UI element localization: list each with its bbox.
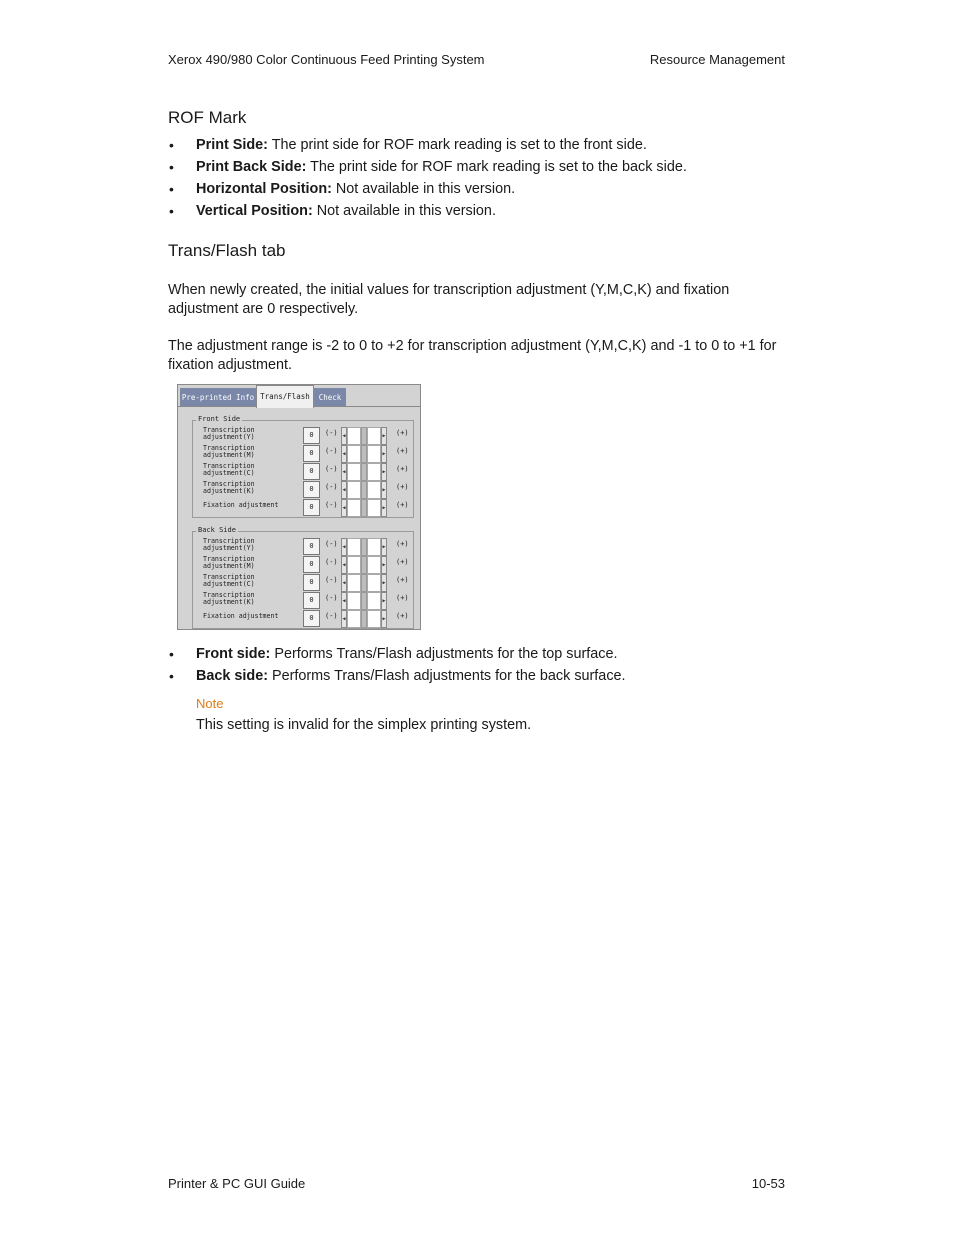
tab-trans-flash[interactable]: Trans/Flash xyxy=(256,385,314,408)
left-arrow-icon[interactable]: ◀ xyxy=(341,481,347,499)
right-arrow-icon[interactable]: ▶ xyxy=(381,499,387,517)
term: Print Side: xyxy=(196,137,268,153)
left-arrow-icon[interactable]: ◀ xyxy=(341,499,347,517)
plus-label: (+) xyxy=(396,429,409,437)
adjustment-slider[interactable] xyxy=(341,445,391,463)
description: The print side for ROF mark reading is set to the front side. xyxy=(267,137,647,153)
description: Performs Trans/Flash adjustments for the back surface. xyxy=(268,668,626,684)
left-arrow-icon[interactable]: ◀ xyxy=(341,445,347,463)
right-arrow-icon[interactable]: ▶ xyxy=(381,538,387,556)
trans-flash-screenshot xyxy=(177,384,421,630)
front-row-c xyxy=(193,463,415,481)
right-arrow-icon[interactable]: ▶ xyxy=(381,592,387,610)
label-line: adjustment(Y) xyxy=(203,433,255,441)
back-row-y xyxy=(193,538,415,556)
slider-cell xyxy=(367,463,381,481)
tab-bar xyxy=(178,385,420,407)
label-line: adjustment(M) xyxy=(203,451,255,459)
note-text: This setting is invalid for the simplex printing system. xyxy=(196,717,532,733)
slider-cell xyxy=(367,574,381,592)
slider-cell xyxy=(347,556,361,574)
plus-label: (+) xyxy=(396,465,409,473)
list-item xyxy=(168,178,788,200)
trans-flash-heading: Trans/Flash tab xyxy=(168,241,286,260)
label-line: adjustment(Y) xyxy=(203,544,255,552)
slider-cell xyxy=(367,592,381,610)
value-field[interactable]: 0 xyxy=(303,463,320,480)
row-label xyxy=(203,502,303,509)
adjustment-slider[interactable] xyxy=(341,556,391,574)
minus-label: (-) xyxy=(325,447,338,455)
slider-cell xyxy=(347,574,361,592)
page-number: 10-53 xyxy=(751,1176,785,1191)
sides-list xyxy=(168,643,788,687)
row-label xyxy=(203,613,303,620)
front-row-y xyxy=(193,427,415,445)
front-side-title: Front Side xyxy=(198,415,241,423)
left-arrow-icon[interactable]: ◀ xyxy=(341,556,347,574)
term: Front side: xyxy=(196,646,271,662)
value-field[interactable]: 0 xyxy=(303,574,320,591)
value-field[interactable]: 0 xyxy=(303,445,320,462)
back-side-group xyxy=(192,526,414,629)
list-item xyxy=(168,643,788,665)
term: Back side: xyxy=(196,668,268,684)
value-field[interactable]: 0 xyxy=(303,427,320,444)
minus-label: (-) xyxy=(325,483,338,491)
range-paragraph: The adjustment range is -2 to 0 to +2 for transcription adjustment (Y,M,C,K) and -1 to 0 to +1 for fixation adjustment. xyxy=(168,338,777,373)
minus-label: (-) xyxy=(325,501,338,509)
right-arrow-icon[interactable]: ▶ xyxy=(381,427,387,445)
row-label xyxy=(203,463,303,477)
left-arrow-icon[interactable]: ◀ xyxy=(341,427,347,445)
minus-label: (-) xyxy=(325,540,338,548)
minus-label: (-) xyxy=(325,594,338,602)
label-line: Transcription xyxy=(203,444,255,452)
value-field[interactable]: 0 xyxy=(303,592,320,609)
slider-cell xyxy=(367,445,381,463)
list-item xyxy=(168,156,788,178)
note-label: Note xyxy=(196,696,224,711)
slider-cell xyxy=(367,556,381,574)
minus-label: (-) xyxy=(325,576,338,584)
left-arrow-icon[interactable]: ◀ xyxy=(341,610,347,628)
adjustment-slider[interactable] xyxy=(341,481,391,499)
slider-cell xyxy=(347,592,361,610)
adjustment-slider[interactable] xyxy=(341,574,391,592)
adjustment-slider[interactable] xyxy=(341,499,391,517)
adjustment-slider[interactable] xyxy=(341,610,391,628)
right-arrow-icon[interactable]: ▶ xyxy=(381,481,387,499)
back-row-c xyxy=(193,574,415,592)
minus-label: (-) xyxy=(325,429,338,437)
running-header-section: Resource Management xyxy=(649,52,785,67)
slider-cell xyxy=(367,427,381,445)
slider-cell xyxy=(347,427,361,445)
label-line: Fixation adjustment xyxy=(203,612,279,620)
left-arrow-icon[interactable]: ◀ xyxy=(341,592,347,610)
label-line: Transcription xyxy=(203,591,255,599)
row-label xyxy=(203,427,303,441)
front-side-group xyxy=(192,415,414,518)
right-arrow-icon[interactable]: ▶ xyxy=(381,445,387,463)
intro-paragraph: When newly created, the initial values for transcription adjustment (Y,M,C,K) and fixation adjustment are 0 respectively. xyxy=(168,282,730,317)
plus-label: (+) xyxy=(396,501,409,509)
row-label xyxy=(203,556,303,570)
back-row-fixation xyxy=(193,610,415,628)
rof-mark-heading: ROF Mark xyxy=(168,108,247,127)
term: Horizontal Position: xyxy=(196,181,332,197)
description: Performs Trans/Flash adjustments for the top surface. xyxy=(270,646,618,662)
adjustment-slider[interactable] xyxy=(341,427,391,445)
slider-cell xyxy=(367,481,381,499)
minus-label: (-) xyxy=(325,612,338,620)
left-arrow-icon[interactable]: ◀ xyxy=(341,538,347,556)
tab-pre-printed-info[interactable]: Pre-printed Info xyxy=(180,388,256,407)
term: Vertical Position: xyxy=(196,203,313,219)
minus-label: (-) xyxy=(325,558,338,566)
plus-label: (+) xyxy=(396,483,409,491)
description: The print side for ROF mark reading is set to the back side. xyxy=(306,159,687,175)
label-line: Transcription xyxy=(203,426,255,434)
label-line: adjustment(M) xyxy=(203,562,255,570)
right-arrow-icon[interactable]: ▶ xyxy=(381,463,387,481)
list-item xyxy=(168,134,788,156)
adjustment-slider[interactable] xyxy=(341,463,391,481)
left-arrow-icon[interactable]: ◀ xyxy=(341,574,347,592)
front-row-k xyxy=(193,481,415,499)
plus-label: (+) xyxy=(396,558,409,566)
label-line: adjustment(C) xyxy=(203,580,255,588)
row-label xyxy=(203,445,303,459)
right-arrow-icon[interactable]: ▶ xyxy=(381,574,387,592)
label-line: Transcription xyxy=(203,555,255,563)
front-row-m xyxy=(193,445,415,463)
label-line: adjustment(C) xyxy=(203,469,255,477)
value-field[interactable]: 0 xyxy=(303,499,320,516)
label-line: Transcription xyxy=(203,573,255,581)
back-row-k xyxy=(193,592,415,610)
description: Not available in this version. xyxy=(331,181,516,197)
label-line: adjustment(K) xyxy=(203,598,255,606)
value-field[interactable]: 0 xyxy=(303,481,320,498)
back-side-title: Back Side xyxy=(198,526,236,534)
slider-cell xyxy=(347,445,361,463)
slider-cell xyxy=(347,481,361,499)
value-field[interactable]: 0 xyxy=(303,556,320,573)
label-line: Transcription xyxy=(203,537,255,545)
value-field[interactable]: 0 xyxy=(303,538,320,555)
plus-label: (+) xyxy=(396,576,409,584)
front-row-fixation xyxy=(193,499,415,517)
slider-cell xyxy=(347,463,361,481)
row-label xyxy=(203,592,303,606)
row-label xyxy=(203,481,303,495)
adjustment-slider[interactable] xyxy=(341,592,391,610)
slider-cell xyxy=(347,610,361,628)
footer-guide-title: Printer & PC GUI Guide xyxy=(168,1176,306,1191)
slider-cell xyxy=(347,499,361,517)
value-field[interactable]: 0 xyxy=(303,610,320,627)
list-item xyxy=(168,665,788,687)
row-label xyxy=(203,538,303,552)
plus-label: (+) xyxy=(396,447,409,455)
label-line: Transcription xyxy=(203,462,255,470)
right-arrow-icon[interactable]: ▶ xyxy=(381,610,387,628)
adjustment-slider[interactable] xyxy=(341,538,391,556)
left-arrow-icon[interactable]: ◀ xyxy=(341,463,347,481)
running-header-title: Xerox 490/980 Color Continuous Feed Printing System xyxy=(168,52,485,67)
back-row-m xyxy=(193,556,415,574)
slider-cell xyxy=(367,538,381,556)
rof-mark-list xyxy=(168,134,788,222)
plus-label: (+) xyxy=(396,594,409,602)
slider-cell xyxy=(367,499,381,517)
list-item xyxy=(168,200,788,222)
right-arrow-icon[interactable]: ▶ xyxy=(381,556,387,574)
label-line: Fixation adjustment xyxy=(203,501,279,509)
label-line: Transcription xyxy=(203,480,255,488)
row-label xyxy=(203,574,303,588)
tab-check[interactable]: Check xyxy=(314,388,346,407)
plus-label: (+) xyxy=(396,540,409,548)
minus-label: (-) xyxy=(325,465,338,473)
term: Print Back Side: xyxy=(196,159,307,175)
slider-cell xyxy=(367,610,381,628)
plus-label: (+) xyxy=(396,612,409,620)
description: Not available in this version. xyxy=(312,203,496,219)
label-line: adjustment(K) xyxy=(203,487,255,495)
slider-cell xyxy=(347,538,361,556)
